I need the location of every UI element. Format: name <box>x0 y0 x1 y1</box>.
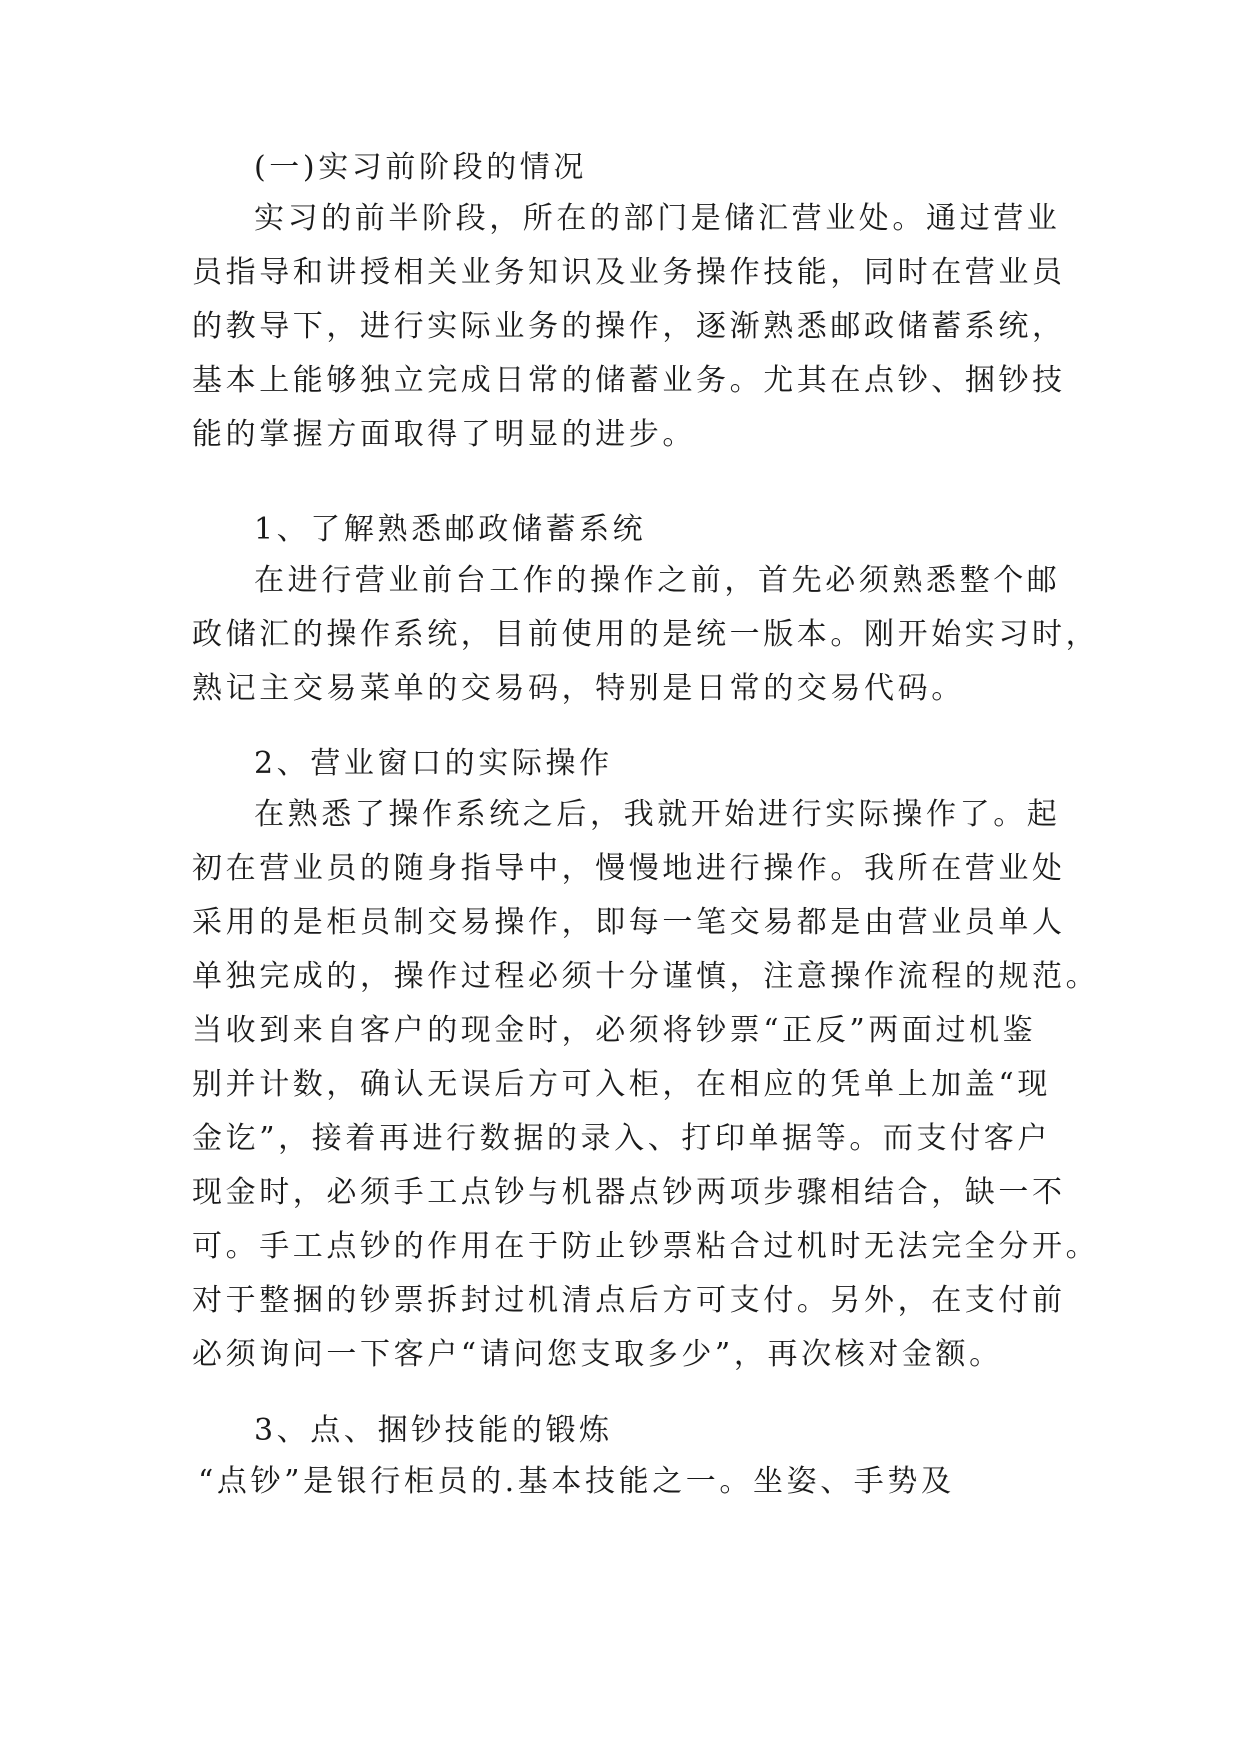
paragraph-line: “点钞”是银行柜员的.基本技能之一。坐姿、手势及 <box>198 1464 955 1499</box>
paragraph-line: 单独完成的，操作过程必须十分谨慎，注意操作流程的规范。 <box>192 959 1100 994</box>
paragraph-line: 在熟悉了操作系统之后，我就开始进行实际操作了。起 <box>254 797 1061 832</box>
paragraph-line: 可。手工点钞的作用在于防止钞票粘合过机时无法完全分开。 <box>192 1229 1100 1264</box>
subsection-heading: 3、点、捆钞技能的锻炼 <box>254 1413 613 1448</box>
paragraph-line: 现金时，必须手工点钞与机器点钞两项步骤相结合，缺一不 <box>192 1175 1066 1210</box>
paragraph-line: 的教导下，进行实际业务的操作，逐渐熟悉邮政储蓄系统， <box>192 309 1066 344</box>
subsection-heading: 1、了解熟悉邮政储蓄系统 <box>254 512 647 547</box>
paragraph-line: 金讫”，接着再进行数据的录入、打印单据等。而支付客户 <box>192 1121 1051 1156</box>
paragraph-line: 在进行营业前台工作的操作之前，首先必须熟悉整个邮 <box>254 563 1061 598</box>
section-heading: (一)实习前阶段的情况 <box>254 150 588 185</box>
paragraph-line: 熟记主交易菜单的交易码，特别是日常的交易代码。 <box>192 671 965 706</box>
paragraph-line: 基本上能够独立完成日常的储蓄业务。尤其在点钞、捆钞技 <box>192 363 1066 398</box>
paragraph-line: 当收到来自客户的现金时，必须将钞票“正反”两面过机鉴 <box>192 1013 1037 1048</box>
paragraph-line: 政储汇的操作系统，目前使用的是统一版本。刚开始实习时， <box>192 617 1100 652</box>
paragraph-line: 必须询问一下客户“请问您支取多少”，再次核对金额。 <box>192 1337 1003 1372</box>
paragraph-line: 对于整捆的钞票拆封过机清点后方可支付。另外，在支付前 <box>192 1283 1066 1318</box>
paragraph-line: 能的掌握方面取得了明显的进步。 <box>192 417 696 452</box>
paragraph-line: 别并计数，确认无误后方可入柜，在相应的凭单上加盖“现 <box>192 1067 1051 1102</box>
paragraph-line: 实习的前半阶段，所在的部门是储汇营业处。通过营业 <box>254 201 1061 236</box>
subsection-heading: 2、营业窗口的实际操作 <box>254 746 613 781</box>
paragraph-line: 员指导和讲授相关业务知识及业务操作技能，同时在营业员 <box>192 255 1066 290</box>
paragraph-line: 采用的是柜员制交易操作，即每一笔交易都是由营业员单人 <box>192 905 1066 940</box>
paragraph-line: 初在营业员的随身指导中，慢慢地进行操作。我所在营业处 <box>192 851 1066 886</box>
